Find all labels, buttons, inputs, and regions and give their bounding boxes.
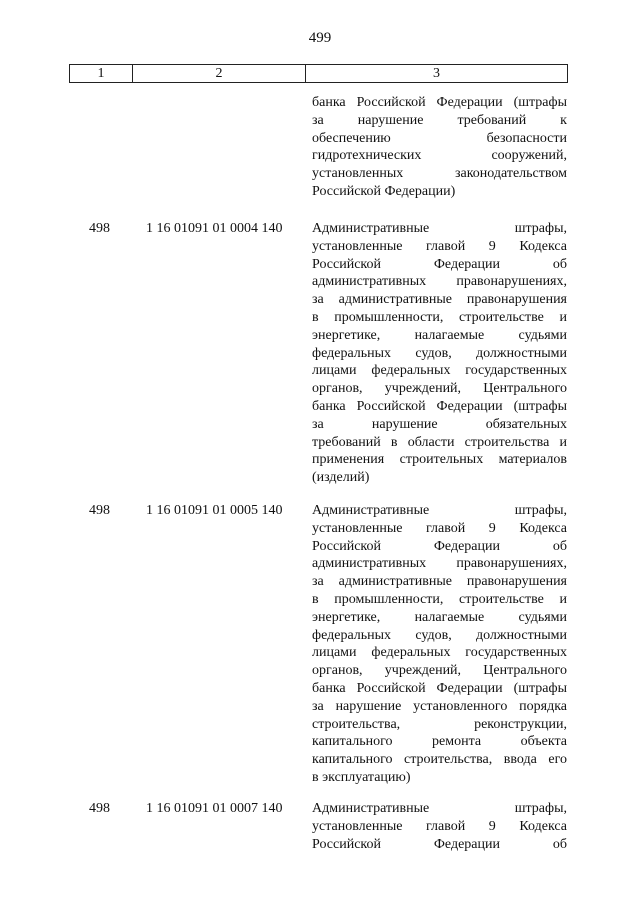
description-line: капитального ремонта объекта [312,734,567,750]
description-line: капитального строительства, ввода его [312,752,567,768]
description-line: административных правонарушениях, [312,556,567,572]
description-line: лицами федеральных государственных [312,645,567,661]
row-description [312,800,567,870]
description-line: Административные штрафы, [312,801,567,816]
table-row [0,94,640,220]
description-line: в эксплуатацию) [312,769,411,785]
description-line: банка Российской Федерации (штрафы [312,95,567,110]
description-line: установленных законодательством [312,166,567,182]
table-header [69,64,568,83]
description-line: (изделий) [312,470,370,486]
row-number: 498 [89,221,110,236]
description-line: гидротехнических сооружений, [312,148,567,164]
description-line: за нарушение обязательных [312,416,567,432]
row-description [312,220,567,502]
description-line: Российской Федерации) [312,183,456,199]
table-row [0,502,640,800]
row-code: 1 16 01091 01 0005 140 [146,503,283,518]
description-line: требований в области строительства и [312,434,567,450]
table-row [0,220,640,502]
description-line: энергетике, налагаемые судьями [312,327,567,343]
description-line: федеральных судов, должностными [312,345,567,361]
column-header-2: 2 [133,65,306,82]
description-line: в промышленности, строительстве и [312,591,567,607]
description-line: за административные правонарушения [312,292,567,308]
description-line: банка Российской Федерации (штрафы [312,398,567,414]
description-line: установленные главой 9 Кодекса [312,238,567,254]
description-line: установленные главой 9 Кодекса [312,818,567,834]
description-line: Российской Федерации об [312,538,567,554]
description-line: за административные правонарушения [312,574,567,590]
description-line: установленные главой 9 Кодекса [312,520,567,536]
column-header-1: 1 [70,65,133,82]
description-line: лицами федеральных государственных [312,363,567,379]
description-line: Административные штрафы, [312,221,567,236]
description-line: за нарушение требований к [312,112,567,128]
row-description [312,94,567,220]
description-line: применения строительных материалов [312,452,567,468]
description-line: энергетике, налагаемые судьями [312,609,567,625]
page-number: 499 [308,30,332,46]
row-number: 498 [89,801,110,816]
description-line: органов, учреждений, Центрального [312,663,567,679]
table-row [0,800,640,870]
description-line: федеральных судов, должностными [312,627,567,643]
row-number: 498 [89,503,110,518]
description-line: за нарушение установленного порядка [312,698,567,714]
description-line: Административные штрафы, [312,503,567,518]
table-body [0,94,640,870]
description-line: в промышленности, строительстве и [312,309,567,325]
description-line: строительства, реконструкции, [312,716,567,732]
description-line: Российской Федерации об [312,256,567,272]
description-line: банка Российской Федерации (штрафы [312,680,567,696]
description-line: административных правонарушениях, [312,274,567,290]
row-code: 1 16 01091 01 0004 140 [146,221,283,236]
row-code: 1 16 01091 01 0007 140 [146,801,283,816]
description-line: органов, учреждений, Центрального [312,381,567,397]
description-line: обеспечению безопасности [312,130,567,146]
description-line: Российской Федерации об [312,836,567,852]
row-description [312,502,567,800]
column-header-3: 3 [433,65,440,81]
